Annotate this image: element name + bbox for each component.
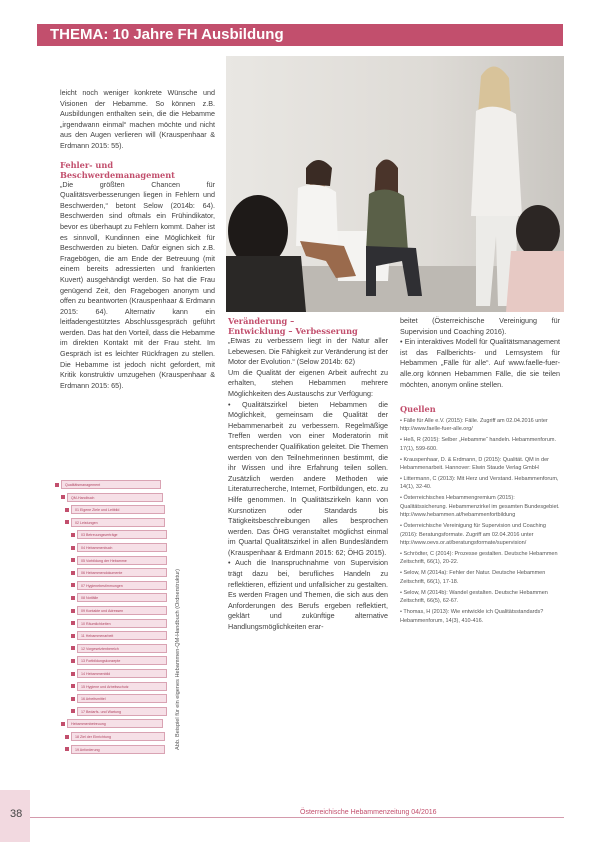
intro-paragraph: leicht noch weniger konkrete Wünsche und Visionen der Hebamme. So können z.B. Ausbildungen enthalten sein, die die Hebamme „irgendwann einmal“ machen möchte und nicht aus den Augen verlieren will (Krauspenhaar & Erdmann 2015: 55). xyxy=(60,88,215,150)
folder-icon xyxy=(65,520,69,524)
bullet-faelle-fuer-alle: • Ein interaktives Modell für Qualitätsmanagement ist das Fallberichts- und Lernsystem für Hebammen „Fälle für alle“. Auf www.faelle-fuer-alle.org können Hebammen Fälle, die sie teilen möchten, anonym online stellen. xyxy=(400,337,561,389)
bullet-supervision: • Auch die Inanspruchnahme von Supervision trägt dazu bei, berufliches Handeln zu reflektieren, effizient und unfallsicher zu gestalten. Es werden Fragen und Themen, die sich aus den Anforderungen des Berufs ergeben reflektiert, geklärt und zukünftige alternative Handlungsmöglichkeiten erar- xyxy=(228,558,388,632)
source-item: • Heß, R (2015): Selber „Hebamme“ handeln. Hebammenforum. 17(1), 599-600. xyxy=(400,437,556,452)
folder-item: 19 Anforderung xyxy=(71,745,165,754)
folder-item: 16 Arbeitsmittel xyxy=(77,694,167,703)
folder-icon xyxy=(71,571,75,575)
folder-icon xyxy=(71,697,75,701)
folder-icon xyxy=(65,508,69,512)
folder-icon xyxy=(71,583,75,587)
classroom-photo xyxy=(226,56,564,312)
body-paragraph: Um die Qualität der eigenen Arbeit aufrecht zu erhalten, stehen Hebammen mehrere Möglichkeiten des Austauschs zur Verfügung: xyxy=(228,367,388,398)
folder-icon xyxy=(71,596,75,600)
column-3 xyxy=(400,316,560,628)
column-1 xyxy=(60,88,215,391)
bullet-text: Ein interaktives Modell für Qualitätsmanagement ist das Fallberichts- und Lernsystem für Hebammen „Fälle für alle“. Auf www.faelle-fuer-alle.org können Hebammen Fälle, die sie teilen möchten, anonym online stellen. xyxy=(400,337,561,389)
folder-item: 14 Hebammenbild xyxy=(77,669,167,678)
folder-icon xyxy=(71,672,75,676)
folder-icon xyxy=(65,735,69,739)
folder-item: 07 Hygienebestimmungen xyxy=(77,581,167,590)
folder-item: 11 Hebammenarbeit xyxy=(77,631,167,640)
source-item: • Selow, M (2014b): Wandel gestalten. Deutsche Hebammen Zeitschrift, 66(5), 62-67. xyxy=(400,589,548,605)
folder-item: 09 Kontakte und Adressen xyxy=(77,606,167,615)
folder-item: 12 Vorgesetztenbereich xyxy=(77,644,167,653)
folder-item: QM-Handbuch xyxy=(67,493,163,502)
sources-heading: Quellen xyxy=(400,404,436,415)
page-number: 38 xyxy=(10,808,23,820)
heading-line: Fehler- und xyxy=(60,159,114,170)
folder-item: 05 Vorbildung der Hebamme xyxy=(77,556,167,565)
folder-icon xyxy=(61,495,65,499)
section-heading-fehler xyxy=(60,160,215,180)
heading-line: Beschwerdemanagement xyxy=(60,169,175,180)
folder-icon xyxy=(71,646,75,650)
folder-item: Hebammenbetreuung xyxy=(67,719,163,728)
folder-item: 17 Bedarfs- und Wartung xyxy=(77,707,167,716)
folder-item: 15 Hygiene und Arbeitsschutz xyxy=(77,682,167,691)
bullet-text: Auch die Inanspruchnahme von Supervision trägt dazu bei, berufliches Handeln zu reflektieren, effizient und unfallsicher zu gestalten. Es werden Fragen und Themen, die sich aus den Anforderungen des Berufs ergeben reflektiert, geklärt und zukünftige alternative Handlungsmöglichkeiten erar- xyxy=(228,558,388,632)
sources-list xyxy=(400,417,560,625)
folder-item: Qualitätsmanagement xyxy=(61,480,161,489)
folder-item: 01 Eigene Ziele und Leitbild xyxy=(71,505,165,514)
source-item: • Österreichisches Hebammengremium (2015): Qualitätssicherung. Hebammenzirkel im gesamten Bundesgebiet. http://www.hebammen.at/hebammenfortbildung xyxy=(400,495,560,519)
source-item: • Österreichische Vereinigung für Supervision und Coaching (2016): Beratungsformate. Zugriff am 02.04.2016 unter http://www.oevs.or.at/beratungsformate/supervision/ xyxy=(400,523,546,546)
source-item: • Schrödter, C (2014): Prozesse gestalten. Deutsche Hebammen Zeitschrift, 66(1), 20-22. xyxy=(400,551,558,566)
source-item: • Littermann, C (2013): Mit Herz und Verstand. Hebammenforum, 14(1), 32-40. xyxy=(400,475,559,491)
folder-item: 18 Ziel der Einrichtung xyxy=(71,732,165,741)
column-2 xyxy=(228,316,388,633)
folder-icon xyxy=(65,747,69,751)
body-paragraph: beitet (Österreichische Vereinigung für Supervision und Coaching 2016). xyxy=(400,316,560,336)
bullet-qualitaetszirkel: • Qualitätszirkel bieten Hebammen die Möglichkeit, gemeinsam die Qualität der Hebammenarbeit zu verbessern. Regelmäßige Treffen werden von einer Moderatorin mit entsprechender Qualifikation geleitet. Die Themen werden von den Teilnehmerinnen bestimmt, die ihr Wissen und ihre Erfahrung teilen sollen. Zusätzlich werden andere Methoden wie Literaturrecherche, Internet, Fortbildungen, etc. zu Hilfe genommen. In Qualitätszirkeln kann von Kursnotizen oder Standards bis Tätigkeitsbeschreibungen alles besprochen werden. Das ÖHG veranstaltet möglichst einmal im Quartal Qualitätszirkel in allen Bundesländern (Krauspenhaar & Erdmann 2015: 62; ÖHG 2015). xyxy=(228,399,388,557)
heading-line: Entwicklung – Verbesserung xyxy=(228,326,358,336)
source-item: • Selow, M (2014a): Fehler der Natur. Deutsche Hebammen Zeitschrift, 66(1), 17-18. xyxy=(400,570,546,585)
quote-paragraph: „Etwas zu verbessern liegt in der Natur aller Lebewesen. Die Fähigkeit zur Veränderung ist der Motor der Evolution.“ (Selow 2014b: 62) xyxy=(228,336,388,367)
body-paragraph: „Die größten Chancen für Qualitätsverbesserungen liegen in Fehlern und Beschwerden,“ betont Selow (2014b: 64). Beschwerden sind oftmals ein Frühindikator, bevor es überhaupt zu Fehlern kommt. Daher ist es sinnvoll, Kundinnen eine Möglichkeit für Beschwerden zu bieten. Dafür eignen sich z.B. Fragebögen, die am Ende der Betreuung (mit einem bereits adressierten und frankierten Kuvert) ausgehändigt werden. So hat die Frau genügend Zeit, den Fragebogen anonym und offen zu beantworten (Krauspenhaar & Erdmann 2015: 64). Alternativ kann ein leitfadengestütztes Abschlussgespräch geführt werden. Das hat den Vorteil, dass die Hebamme im direkten Kontakt mit der Frau steht. Im Gespräch ist es leichter Rückfragen zu stellen. Die Hebamme ist jedoch nicht gefordert, mit Kritik konstruktiv umzugehen (Krauspenhaar & Erdmann 2015: 65). xyxy=(60,179,215,390)
photo-illustration xyxy=(226,56,564,312)
folder-item: 08 Notfälle xyxy=(77,593,167,602)
folder-icon xyxy=(71,546,75,550)
folder-item: 13 Fortbildungskonzepte xyxy=(77,656,167,665)
footer-rule xyxy=(30,817,564,818)
source-item: • Thomas, H (2013): Wie entwickle ich Qualitätsstandards? Hebammenforum, 14(3), 410-416. xyxy=(400,609,544,624)
heading-line: Veränderung – xyxy=(228,316,295,326)
folder-item: 02 Leistungen xyxy=(71,518,165,527)
folder-item: 04 Hebammenbuch xyxy=(77,543,167,552)
folder-icon xyxy=(71,621,75,625)
folder-item: 03 Betreuungsverträge xyxy=(77,530,167,539)
folder-item: 10 Räumlichkeiten xyxy=(77,619,167,628)
folder-icon xyxy=(71,558,75,562)
page-title: THEMA: 10 Jahre FH Ausbildung xyxy=(50,26,284,43)
folder-icon xyxy=(71,659,75,663)
folder-icon xyxy=(55,483,59,487)
diagram-caption-container xyxy=(170,500,180,750)
folder-icon xyxy=(61,722,65,726)
publication-name: Österreichische Hebammenzeitung 04/2016 xyxy=(300,809,437,816)
source-item: • Fälle für Alle e.V. (2015): Fälle. Zugriff am 02.04.2016 unter http://www.faelle-fuer-alle.org/ xyxy=(400,417,548,433)
folder-icon xyxy=(71,634,75,638)
folder-icon xyxy=(71,684,75,688)
section-heading-veraenderung xyxy=(228,316,388,336)
folder-icon xyxy=(71,609,75,613)
folder-item: 06 Hebammendokumente xyxy=(77,568,167,577)
diagram-caption: Abb. Beispiel für ein eigenes Hebammen-QM-Handbuch (Ordnerstruktur) xyxy=(175,569,181,750)
source-item: • Krauspenhaar, D. & Erdmann, D (2015): Qualität. QM in der Hebammenarbeit. Hannover: Elwin Staude Verlag GmbH xyxy=(400,456,549,471)
folder-icon xyxy=(71,709,75,713)
bullet-text: Qualitätszirkel bieten Hebammen die Möglichkeit, gemeinsam die Qualität der Hebammenarbeit zu verbessern. Regelmäßige Treffen werden von einer Moderatorin mit entsprechender Qualifikation geleitet. Die Themen werden von den Teilnehmerinnen bestimmt, die ihr Wissen und ihre Erfahrung teilen sollen. Zusätzlich werden andere Methoden wie Literaturrecherche, Internet, Fortbildungen, etc. zu Hilfe genommen. In Qualitätszirkeln kann von Kursnotizen oder Standards bis Tätigkeitsbeschreibungen alles besprochen werden. Das ÖHG veranstaltet möglichst einmal im Quartal Qualitätszirkel in allen Bundesländern (Krauspenhaar & Erdmann 2015: 62; ÖHG 2015). xyxy=(228,399,388,557)
folder-icon xyxy=(71,533,75,537)
